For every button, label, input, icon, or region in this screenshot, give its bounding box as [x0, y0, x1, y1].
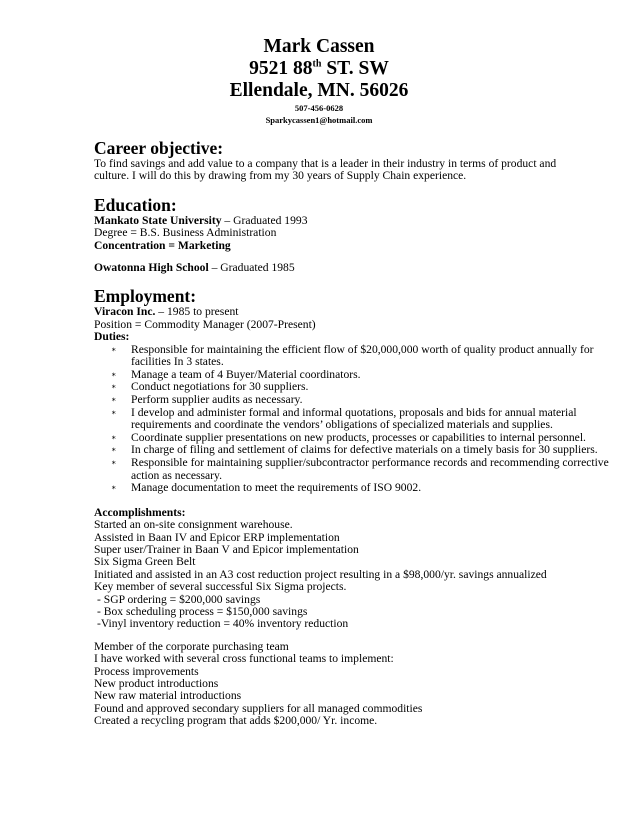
list-item: ∗ Coordinate supplier presentations on new products, processes or capabilities to internal personnel. [111, 430, 586, 444]
list-item: ∗ Perform supplier audits as necessary. [111, 393, 303, 407]
objective-line-1: To find savings and add value to a company that is a leader in their industry in terms of product and [94, 157, 557, 170]
employment-heading: Employment: [94, 286, 197, 307]
accomplishment-line: Created a recycling program that adds $200,000/ Yr. income. [94, 714, 378, 728]
accomplishment-line: Member of the corporate purchasing team [94, 639, 289, 653]
position-title: Position = Commodity Manager (2007-Present) [94, 317, 316, 331]
bullet-icon: ∗ [111, 445, 117, 455]
accomplishment-line: I have worked with several cross functional teams to implement: [94, 652, 394, 666]
accomplishment-line: Found and approved secondary suppliers for all managed commodities [94, 701, 423, 715]
candidate-name: Mark Cassen [263, 36, 375, 57]
bullet-icon: ∗ [111, 344, 117, 354]
email-address: Sparkycassen1@hotmail.com [265, 115, 373, 125]
list-item: ∗ I develop and administer formal and informal quotations, proposals and bids for annual material requirements and coordinate the vendors’ obligations of specialized materials and supplies. [111, 405, 577, 432]
employer-name: Viracon Inc. [94, 305, 156, 319]
city-state-zip: Ellendale, MN. 56026 [229, 80, 409, 101]
accomplishment-line: Six Sigma Green Belt [94, 555, 196, 569]
duties-label: Duties: [94, 330, 130, 344]
list-item: ∗ Manage a team of 4 Buyer/Material coordinators. [111, 367, 361, 381]
resume-page [94, 36, 614, 728]
bullet-icon: ∗ [111, 458, 117, 467]
list-item: ∗ In charge of filing and settlement of claims for defective materials on a timely basis for 30 suppliers. [111, 443, 598, 457]
accomplishment-line: New product introductions [94, 677, 219, 691]
accomplishment-line: Super user/Trainer in Baan V and Epicor implementation [94, 543, 359, 556]
objective-heading: Career objective: [94, 138, 224, 158]
accomplishment-line: Key member of several successful Six Sigma projects. [94, 580, 347, 594]
college-graduated: – Graduated 1993 [221, 213, 308, 227]
street-name: ST. SW [321, 58, 389, 79]
education-heading: Education: [94, 194, 177, 215]
employment-dates: – 1985 to present [155, 305, 239, 319]
bullet-icon: ∗ [111, 483, 117, 493]
list-item: ∗ Responsible for maintaining the efficient flow of $20,000,000 worth of quality product annually for facilities In 3 states. [111, 342, 594, 369]
accomplishment-line: Process improvements [94, 664, 199, 678]
six-sigma-project: - SGP ordering = $200,000 savings [97, 592, 261, 606]
education-high-school [94, 262, 614, 274]
accomplishment-line: Initiated and assisted in an A3 cost reduction project resulting in a $98,000/yr. savings annualized [94, 567, 547, 581]
bullet-icon: ∗ [111, 432, 117, 442]
accomplishment-line: Assisted in Baan IV and Epicor ERP implementation [94, 530, 340, 544]
high-school-graduated: – Graduated 1985 [208, 261, 295, 275]
bullet-icon: ∗ [111, 369, 117, 379]
education-concentration: Concentration = Marketing [94, 238, 231, 252]
list-item: ∗ Conduct negotiations for 30 suppliers. [111, 380, 309, 394]
duties-list [94, 344, 614, 495]
phone-number: 507-456-0628 [294, 103, 344, 113]
street-ordinal: th [312, 58, 322, 70]
street-number: 9521 88 [249, 58, 313, 79]
high-school-name: Owatonna High School [94, 261, 209, 275]
six-sigma-project: - Box scheduling process = $150,000 savings [97, 605, 308, 619]
accomplishments-heading: Accomplishments: [94, 505, 186, 519]
resume-header [0, 36, 638, 126]
list-item: ∗ Responsible for maintaining supplier/subcontractor performance records and recommending corrective action as necessary. [111, 456, 609, 482]
six-sigma-project: -Vinyl inventory reduction = 40% inventory reduction [97, 617, 349, 631]
bullet-icon: ∗ [111, 382, 117, 392]
bullet-icon: ∗ [111, 395, 117, 405]
accomplishment-line: New raw material introductions [94, 689, 242, 703]
employer [94, 306, 614, 318]
objective-line-2: culture. I will do this by drawing from my 30 years of Supply Chain experience. [94, 169, 467, 183]
street-address [0, 58, 638, 80]
list-item: ∗ Manage documentation to meet the requirements of ISO 9002. [111, 481, 422, 495]
education-degree: Degree = B.S. Business Administration [94, 226, 277, 240]
bullet-icon: ∗ [111, 407, 117, 417]
college-name: Mankato State University [94, 213, 222, 227]
accomplishment-line: Started an on-site consignment warehouse. [94, 518, 293, 532]
